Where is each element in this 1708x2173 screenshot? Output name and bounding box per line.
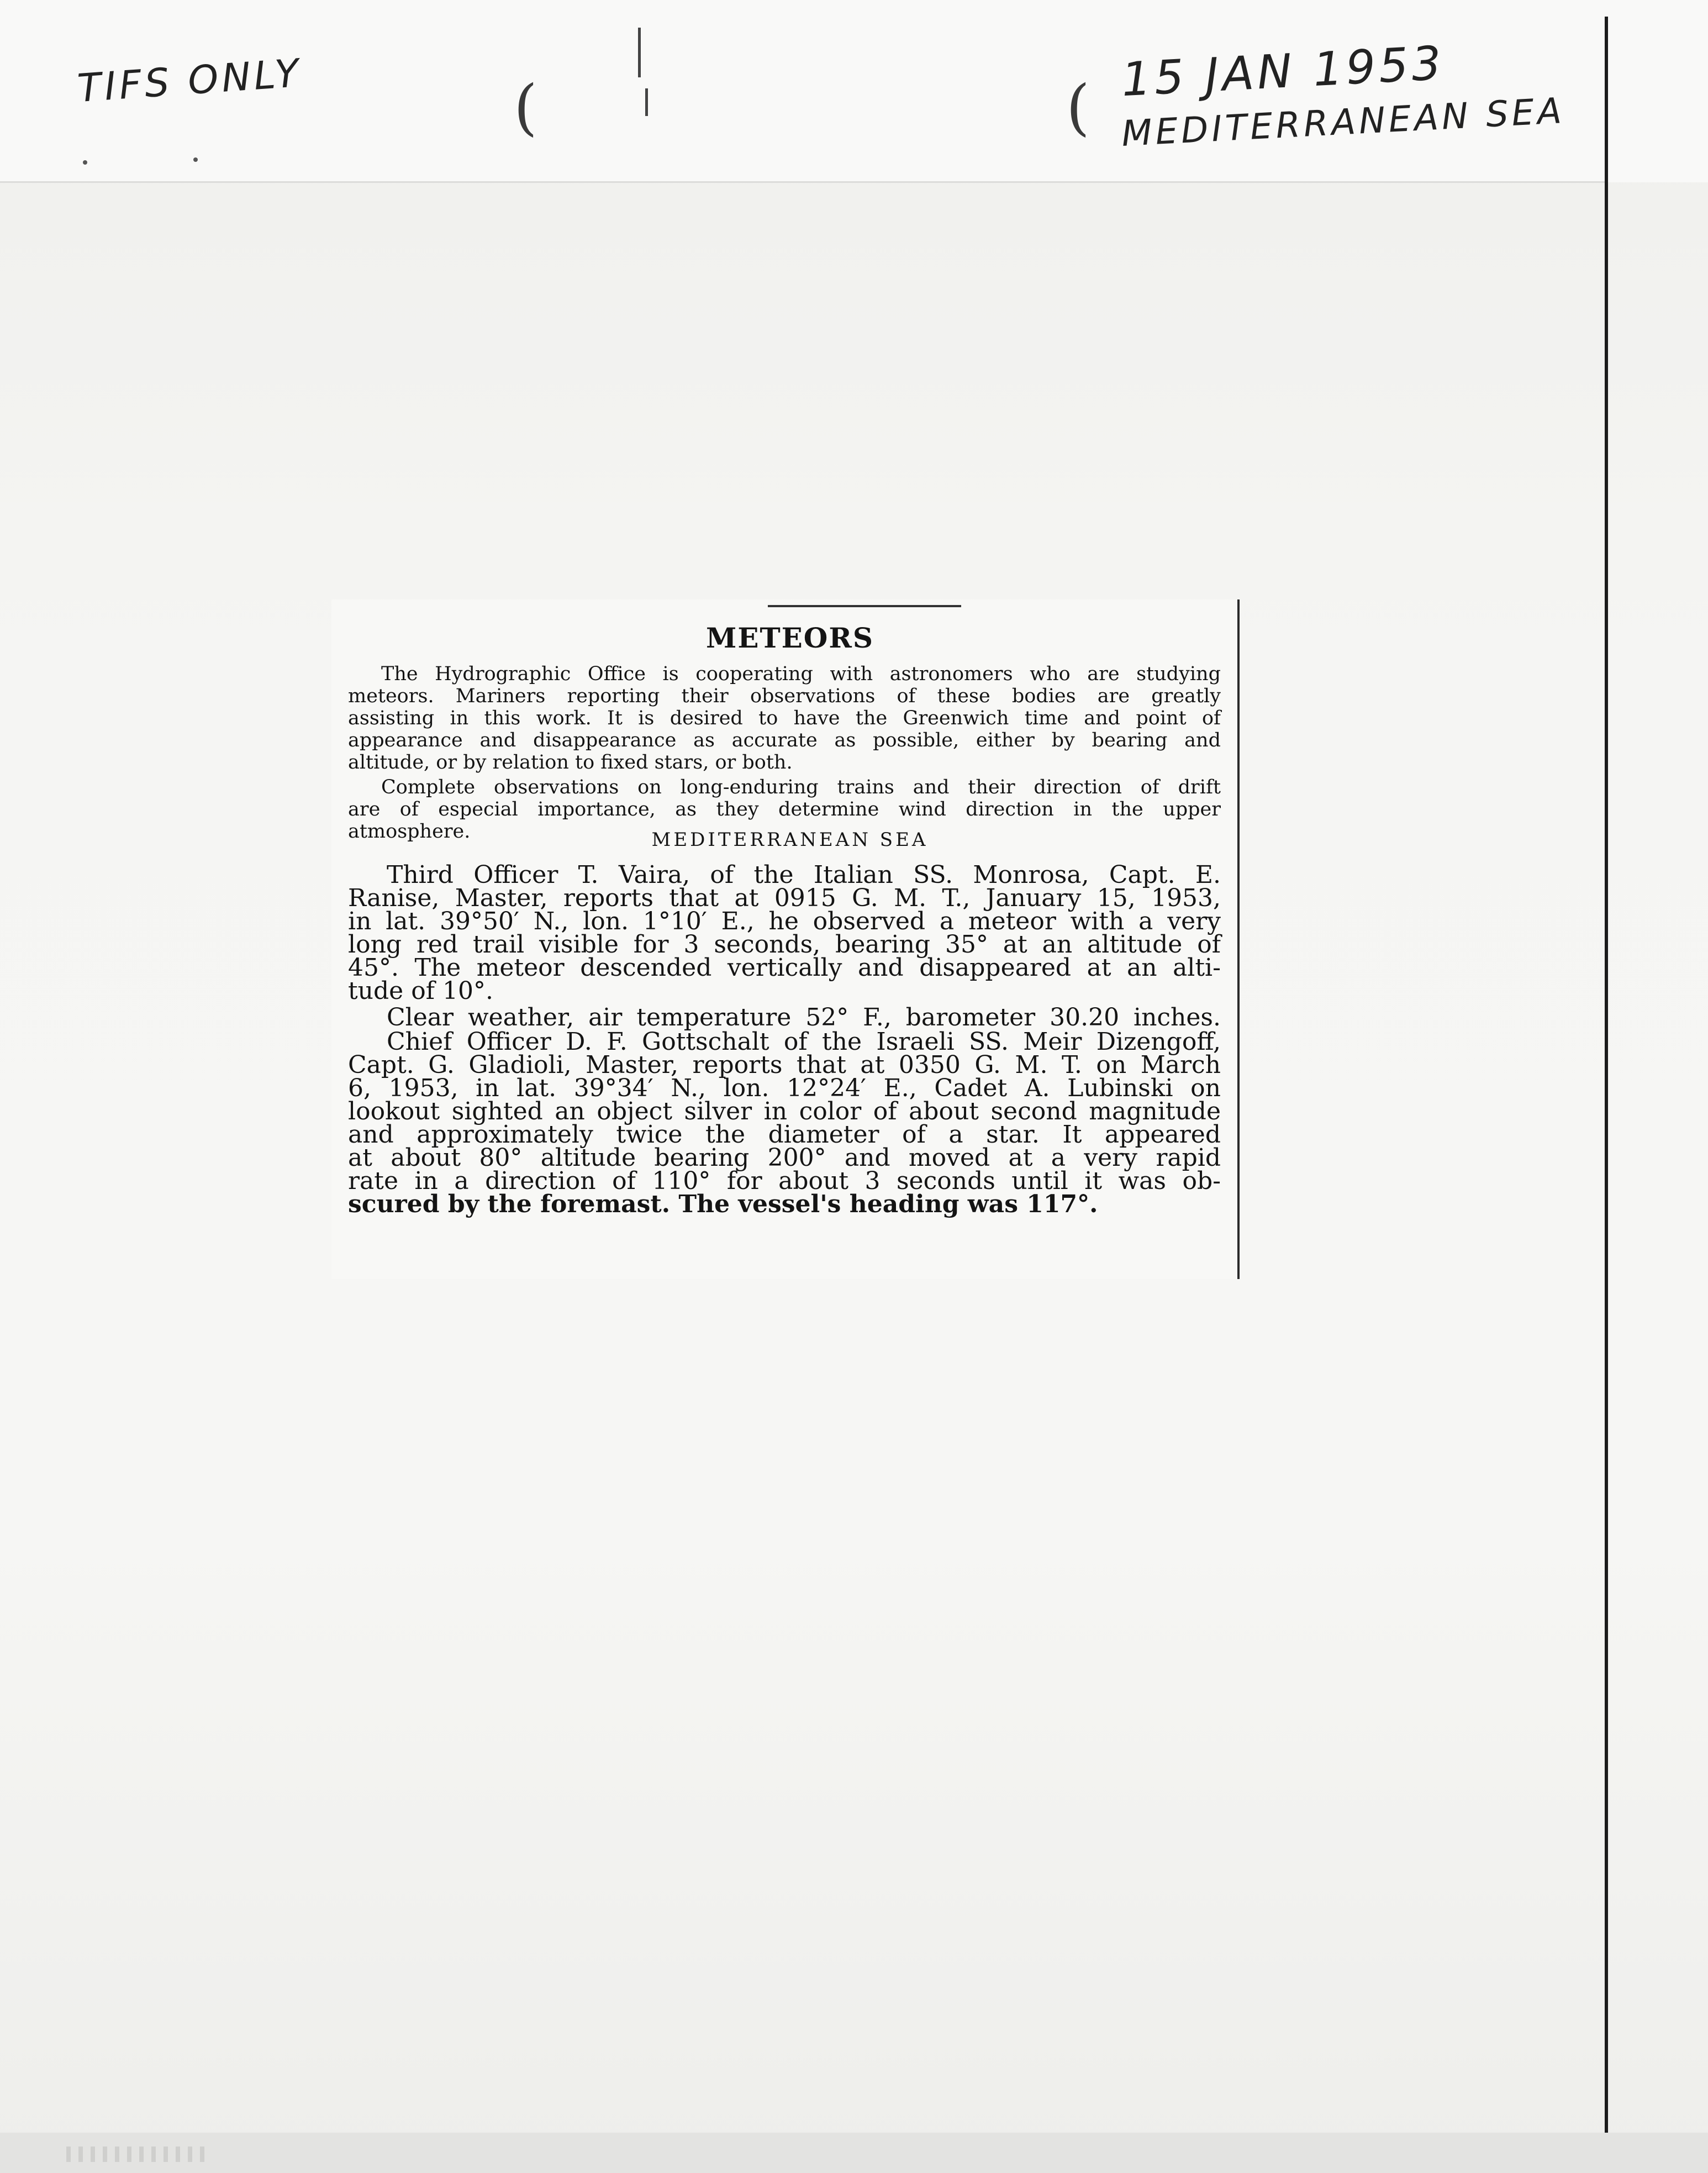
text-line: meteors. Mariners reporting their observations of these bodies are greatly	[348, 685, 1221, 707]
pencil-tick	[645, 88, 648, 116]
text-line: 6, 1953, in lat. 39°34′ N., lon. 12°24′ E., Cadet A. Lubinski on	[348, 1074, 1221, 1102]
right-border-line	[1605, 17, 1608, 2138]
text-line: and approximately twice the diameter of a star. It appeared	[348, 1120, 1221, 1149]
weather-line	[348, 1003, 1221, 1032]
clipping-title: METEORS	[706, 622, 874, 654]
paren-mark: (	[514, 72, 537, 143]
text-line: tude of 10°.	[348, 977, 493, 1005]
text-line: Third Officer T. Vaira, of the Italian SS. Monrosa, Capt. E.	[387, 861, 1221, 889]
text-line: Chief Officer D. F. Gottschalt of the Israeli SS. Meir Dizengoff,	[387, 1028, 1221, 1056]
text-line: rate in a direction of 110° for about 3 seconds until it was ob-	[348, 1167, 1221, 1195]
text-line: Clear weather, air temperature 52° F., barometer 30.20 inches.	[387, 1003, 1221, 1032]
report-meir-dizengoff	[348, 1030, 1221, 1216]
clipping-top-rule	[768, 605, 961, 607]
text-line: 45°. The meteor descended vertically and disappeared at an alti-	[348, 954, 1221, 982]
text-line: atmosphere.	[348, 820, 471, 843]
bottom-scan-marks	[66, 2146, 210, 2162]
pencil-tick	[638, 28, 641, 77]
handwritten-date: 15 JAN 1953	[1120, 35, 1446, 107]
text-line: Complete observations on long-enduring trains and their direction of drift	[381, 776, 1221, 798]
text-line: Capt. G. Gladioli, Master, reports that at 0350 G. M. T. on March	[348, 1051, 1221, 1079]
text-line: long red trail visible for 3 seconds, bearing 35° at an altitude of	[348, 930, 1221, 959]
handwritten-note-left: TIFS ONLY	[76, 50, 304, 112]
text-line: lookout sighted an object silver in color of about second magnitude	[348, 1097, 1221, 1125]
text-line: in lat. 39°50′ N., lon. 1°10′ E., he observed a meteor with a very	[348, 907, 1221, 935]
text-line: at about 80° altitude bearing 200° and moved at a very rapid	[348, 1144, 1221, 1172]
strip-edge	[0, 181, 1607, 183]
speck	[83, 160, 87, 165]
text-line: Ranise, Master, reports that at 0915 G. M. T., January 15, 1953,	[348, 884, 1221, 912]
text-line: The Hydrographic Office is cooperating with astronomers who are studying	[381, 663, 1221, 685]
newspaper-clipping	[331, 599, 1240, 1279]
report-monrosa	[348, 861, 1221, 1005]
text-line: scured by the foremast. The vessel's heading was 117°.	[348, 1190, 1098, 1218]
paren-mark: (	[1066, 72, 1090, 143]
speck	[193, 157, 198, 162]
bottom-band	[0, 2133, 1708, 2173]
section-title: MEDITERRANEAN SEA	[651, 829, 929, 851]
text-line: are of especial importance, as they determine wind direction in the upper	[348, 798, 1221, 820]
intro-paragraph	[348, 663, 1221, 774]
handwritten-location: MEDITERRANEAN SEA	[1120, 91, 1566, 155]
text-line: appearance and disappearance as accurate as possible, either by bearing and	[348, 729, 1221, 751]
text-line: altitude, or by relation to fixed stars, or both.	[348, 751, 793, 774]
text-line: assisting in this work. It is desired to have the Greenwich time and point of	[348, 707, 1221, 729]
